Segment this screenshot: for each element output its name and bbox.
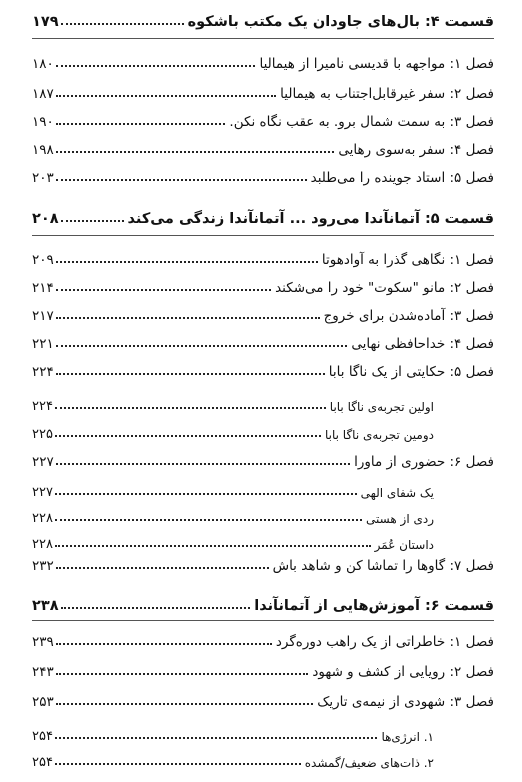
toc-entry-title: ۱. انرژی‌ها [381, 730, 434, 744]
toc-page-number: ۲۱۷ [32, 308, 54, 324]
toc-entry-title: فصل ۱: خاطراتی از یک راهب دوره‌گرد [275, 634, 494, 650]
toc-page-number: ۱۷۹ [32, 14, 59, 30]
part-divider [32, 620, 494, 621]
toc-page-number: ۲۲۵ [32, 427, 53, 442]
dot-leader [56, 261, 318, 263]
toc-chapter-entry[interactable] [32, 688, 494, 710]
toc-section-entry[interactable] [32, 504, 434, 526]
toc-entry-title: اولین تجربه‌ی ناگا بابا [329, 400, 434, 414]
toc-entry-title: قسمت ۶: آموزش‌هایی از آتمانآندا [254, 598, 494, 614]
toc-entry-title: فصل ۷: گاوها را تماشا کن و شاهد باش [272, 558, 494, 574]
toc-part-entry[interactable] [32, 592, 494, 614]
dot-leader [61, 220, 124, 222]
toc-entry-title: فصل ۴: خداحافظی نهایی [351, 336, 494, 352]
toc-page-number: ۲۳۲ [32, 558, 54, 574]
toc-page-number: ۲۰۳ [32, 170, 54, 186]
toc-chapter-entry[interactable] [32, 302, 494, 324]
toc-chapter-entry[interactable] [32, 628, 494, 650]
toc-page-number: ۲۲۷ [32, 485, 53, 500]
toc-chapter-entry[interactable] [32, 246, 494, 268]
toc-chapter-entry[interactable] [32, 136, 494, 158]
toc-chapter-entry[interactable] [32, 358, 494, 380]
toc-page-number: ۲۵۳ [32, 694, 54, 710]
toc-page-number: ۲۲۸ [32, 511, 53, 526]
toc-page-number: ۲۵۴ [32, 729, 53, 744]
toc-page-number: ۲۵۴ [32, 755, 53, 770]
toc-section-entry[interactable] [32, 478, 434, 500]
toc-entry-title: فصل ۳: به سمت شمال برو. به عقب نگاه نکن. [229, 114, 494, 130]
toc-page-number: ۲۳۹ [32, 634, 54, 650]
dot-leader [56, 95, 276, 97]
toc-page-number: ۲۰۹ [32, 252, 54, 268]
toc-entry-title: فصل ۵: استاد جوینده را می‌طلبد [310, 170, 494, 186]
toc-section-entry[interactable] [32, 420, 434, 442]
toc-entry-title: فصل ۶: حضوری از ماورا [354, 454, 494, 470]
toc-section-entry[interactable] [32, 722, 434, 744]
toc-entry-title: فصل ۲: رویایی از کشف و شهود [312, 664, 494, 680]
toc-page-number: ۲۴۳ [32, 664, 54, 680]
toc-section-entry[interactable] [32, 392, 434, 414]
toc-section-entry[interactable] [32, 530, 434, 552]
toc-chapter-entry[interactable] [32, 552, 494, 574]
dot-leader [55, 435, 321, 437]
dot-leader [55, 545, 371, 547]
toc-chapter-entry[interactable] [32, 108, 494, 130]
toc-entry-title: یک شفای الهی [360, 486, 434, 500]
toc-entry-title: فصل ۱: نگاهی گذرا به آوادهوتا [321, 252, 494, 268]
toc-entry-title: فصل ۴: سفر به‌سوی رهایی [338, 142, 494, 158]
toc-page-number: ۲۳۸ [32, 598, 59, 614]
part-divider [32, 38, 494, 39]
dot-leader [56, 703, 314, 705]
dot-leader [56, 567, 269, 569]
toc-entry-title: قسمت ۵: آتمانآندا می‌رود ... آتمانآندا زندگی می‌کند [127, 211, 494, 227]
dot-leader [56, 345, 348, 347]
dot-leader [55, 763, 301, 765]
toc-chapter-entry[interactable] [32, 448, 494, 470]
dot-leader [56, 151, 335, 153]
toc-chapter-entry[interactable] [32, 330, 494, 352]
toc-entry-title: فصل ۳: شهودی از نیمه‌ی تاریک [317, 694, 494, 710]
toc-entry-title: قسمت ۴: بال‌های جاودان یک مکتب باشکوه [187, 14, 494, 30]
toc-entry-title: فصل ۲: مانو "سکوت" خود را می‌شکند [275, 280, 494, 296]
toc-page-number: ۲۲۸ [32, 537, 53, 552]
dot-leader [56, 65, 256, 67]
dot-leader [56, 373, 325, 375]
toc-page-number: ۱۸۷ [32, 86, 54, 102]
dot-leader [61, 23, 184, 25]
dot-leader [56, 673, 309, 675]
toc-entry-title: فصل ۳: آماده‌شدن برای خروج [323, 308, 494, 324]
toc-part-entry[interactable] [32, 205, 494, 227]
toc-page-number: ۲۲۱ [32, 336, 54, 352]
toc-page-number: ۲۰۸ [32, 211, 59, 227]
toc-section-entry[interactable] [32, 748, 434, 770]
dot-leader [56, 643, 272, 645]
toc-entry-title: ردی از هستی [366, 512, 434, 526]
toc-chapter-entry[interactable] [32, 658, 494, 680]
toc-page-number: ۲۲۴ [32, 399, 53, 414]
toc-entry-title: فصل ۲: سفر غیرقابل‌اجتناب به هیمالیا [280, 86, 494, 102]
dot-leader [56, 123, 226, 125]
dot-leader [55, 407, 326, 409]
toc-part-entry[interactable] [32, 8, 494, 30]
toc-page-number: ۲۲۷ [32, 454, 54, 470]
dot-leader [56, 289, 271, 291]
toc-page-number: ۱۹۰ [32, 114, 54, 130]
dot-leader [55, 493, 357, 495]
dot-leader [61, 607, 251, 609]
toc-entry-title: دومین تجربه‌ی ناگا بابا [325, 428, 434, 442]
toc-chapter-entry[interactable] [32, 164, 494, 186]
part-divider [32, 235, 494, 236]
toc-chapter-entry[interactable] [32, 50, 494, 72]
dot-leader [56, 317, 320, 319]
toc-entry-title: فصل ۵: حکایتی از یک ناگا بابا [328, 364, 494, 380]
toc-entry-title: داستان عُمَر [374, 538, 434, 552]
toc-page-number: ۱۹۸ [32, 142, 54, 158]
dot-leader [56, 463, 350, 465]
toc-page-number: ۱۸۰ [32, 56, 54, 72]
toc-entry-title: فصل ۱: مواجهه با قدیسی نامیرا از هیمالیا [259, 56, 494, 72]
toc-chapter-entry[interactable] [32, 274, 494, 296]
toc-entry-title: ۲. ذات‌های ضعیف/گمشده [304, 756, 434, 770]
dot-leader [55, 737, 377, 739]
dot-leader [55, 519, 362, 521]
toc-page-number: ۲۱۴ [32, 280, 54, 296]
dot-leader [56, 179, 307, 181]
toc-chapter-entry[interactable] [32, 80, 494, 102]
toc-page-number: ۲۲۴ [32, 364, 54, 380]
